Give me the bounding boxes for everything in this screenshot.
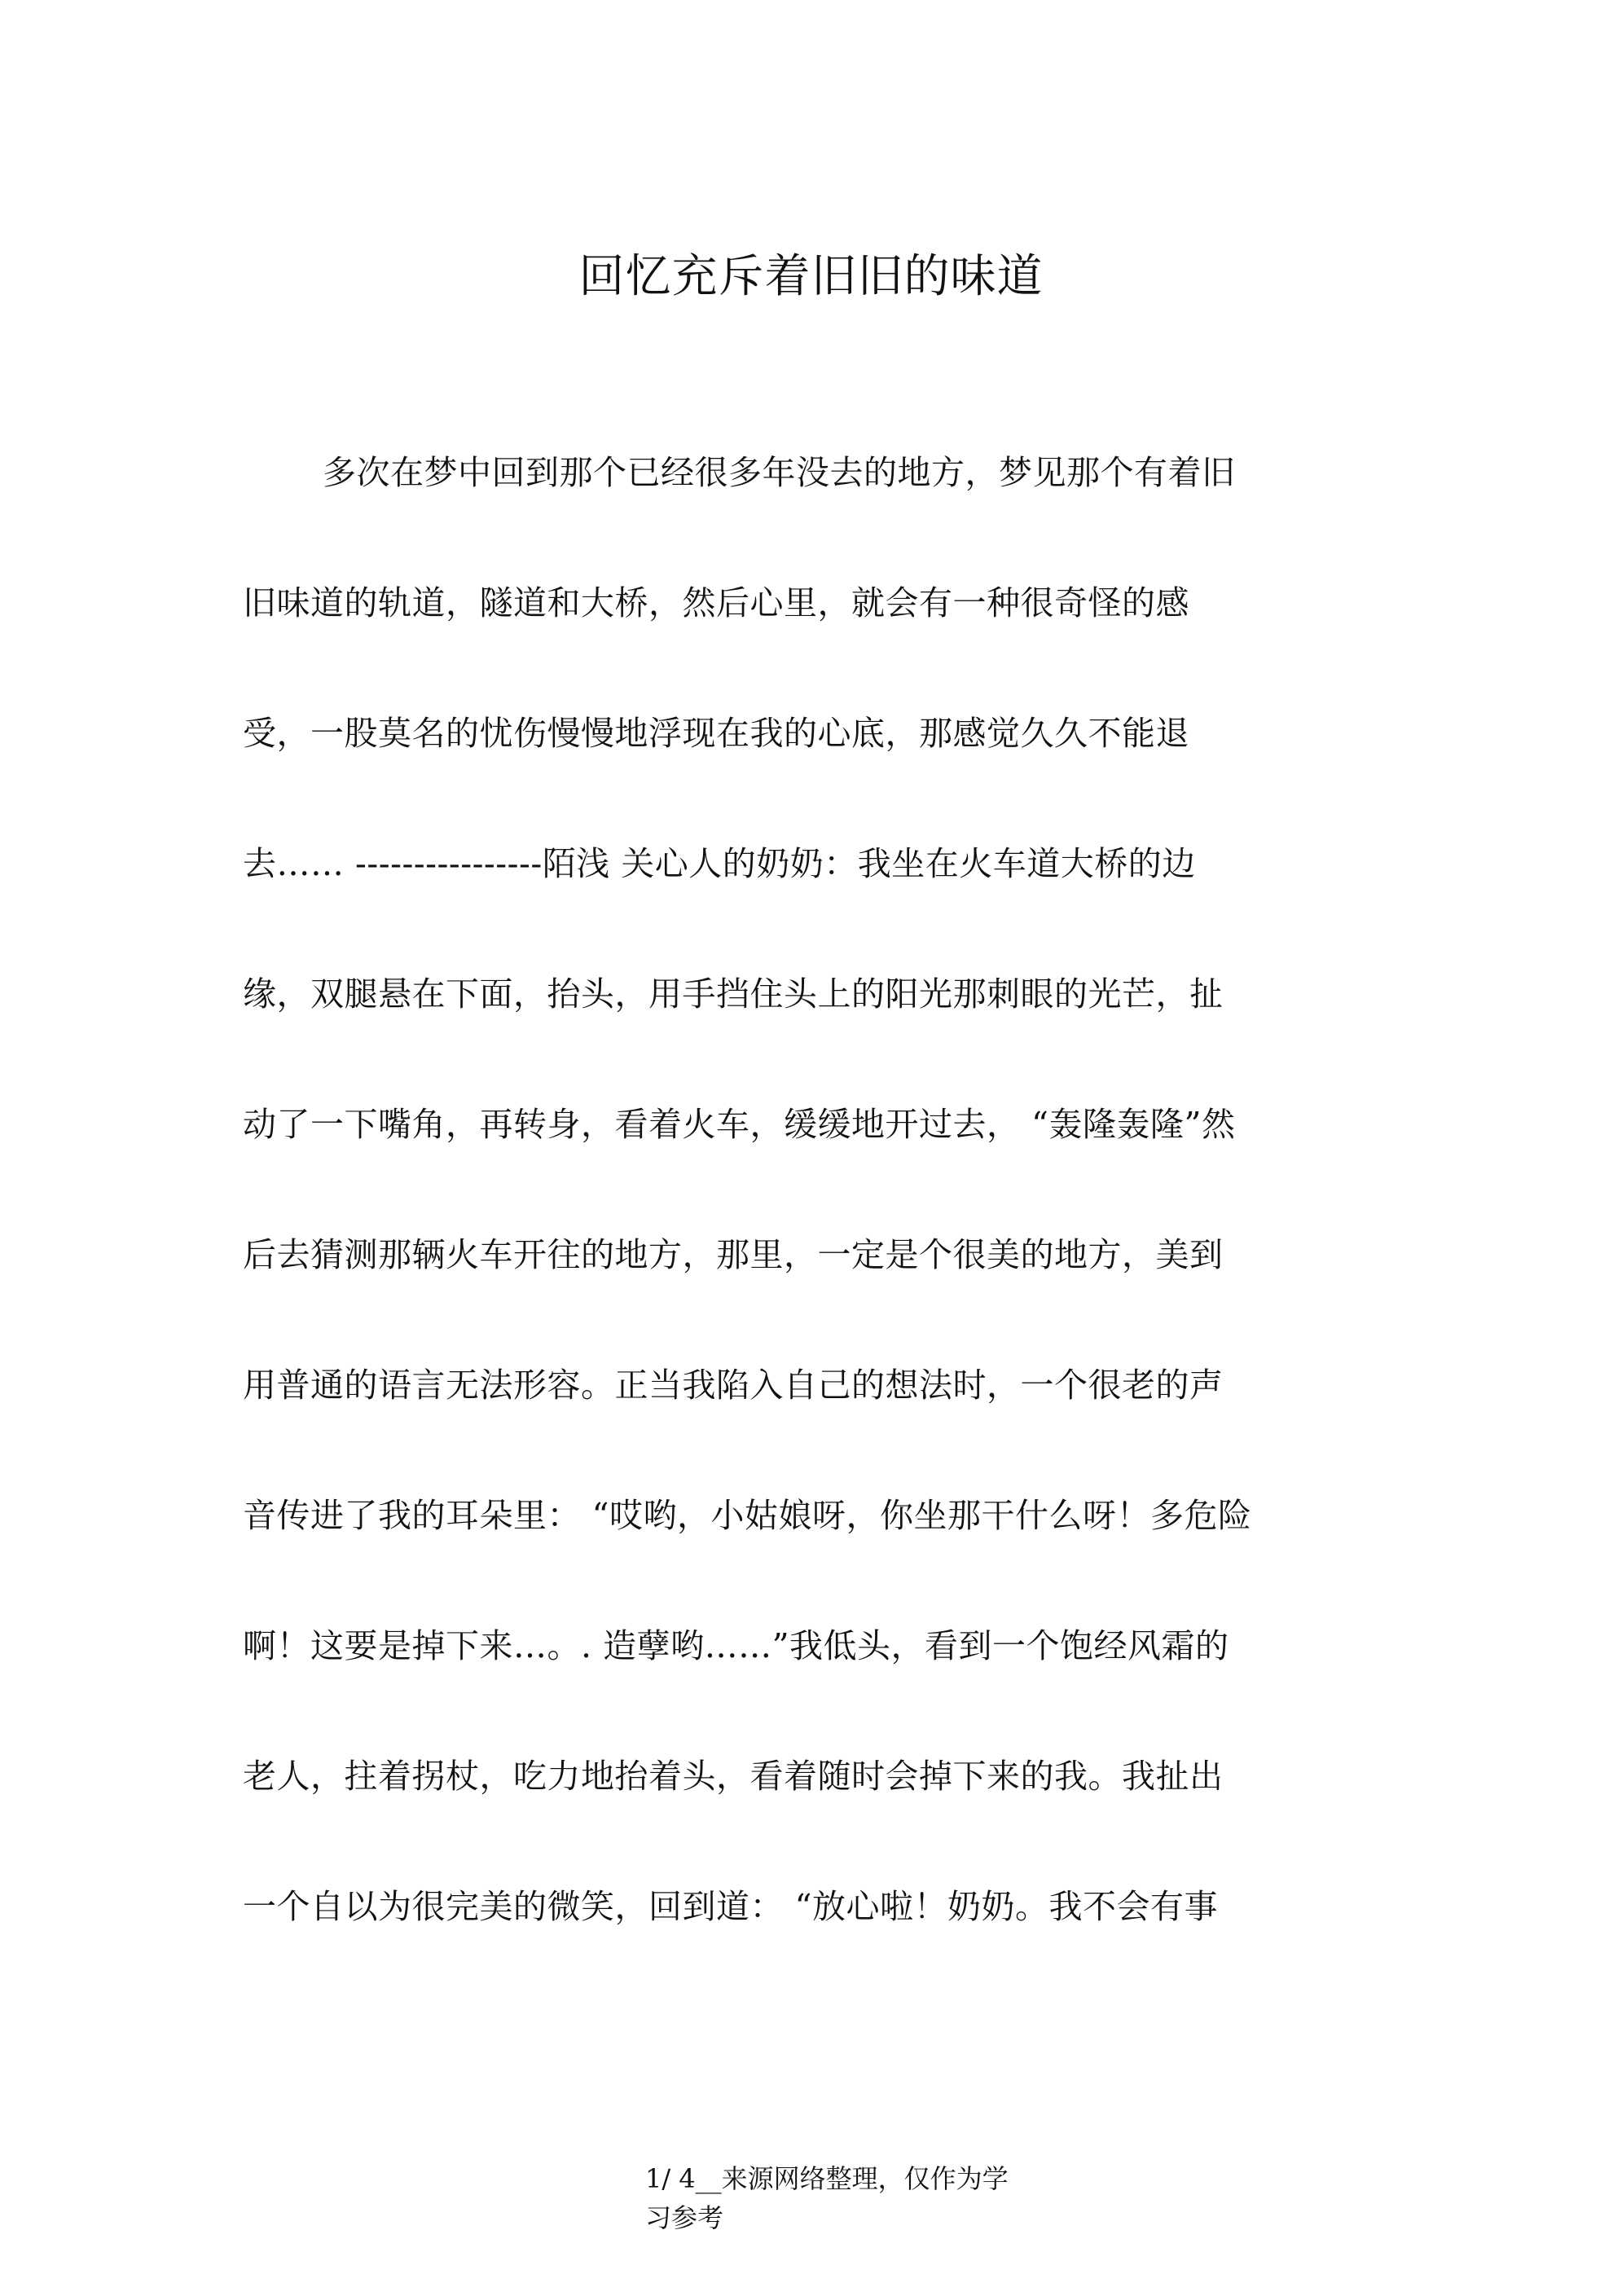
paragraph-line: 用普通的语言无法形容。正当我陷入自己的想法时，一个很老的声 [243,1366,1224,1405]
paragraph-line: 老人，拄着拐杖，吃力地抬着头，看着随时会掉下来的我。我扯出 [243,1757,1224,1796]
paragraph-line: 多次在梦中回到那个已经很多年没去的地方，梦见那个有着旧 [323,453,1236,492]
paragraph-line: 啊！这要是掉下来…。. 造孽哟……”我低头，看到一个饱经风霜的 [243,1626,1229,1665]
document-title: 回忆充斥着旧旧的味道 [578,250,1044,303]
paragraph-line: 缘，双腿悬在下面，抬头，用手挡住头上的阳光那刺眼的光芒，扯 [243,974,1224,1014]
page-footer [645,2159,1069,2237]
document-body [243,440,1269,2004]
page-number-note-continued: 习参考 [645,2202,724,2233]
paragraph-line: 后去猜测那辆火车开往的地方，那里，一定是个很美的地方，美到 [243,1235,1224,1274]
paragraph-line: 受，一股莫名的忧伤慢慢地浮现在我的心底，那感觉久久不能退 [243,714,1189,753]
paragraph-line: 一个自以为很完美的微笑，回到道： “放心啦！奶奶。我不会有事 [243,1887,1218,1926]
page-number-note: 1/ 4__来源网络整理，仅作为学 [645,2163,1009,2194]
paragraph-line: 旧味道的轨道，隧道和大桥，然后心里，就会有一种很奇怪的感 [243,583,1189,622]
paragraph-line: 去…… ----------------陌浅 关心人的奶奶：我坐在火车道大桥的边 [243,844,1196,883]
paragraph-line: 动了一下嘴角，再转身，看着火车，缓缓地开过去， “轰隆轰隆”然 [243,1105,1236,1144]
paragraph-line: 音传进了我的耳朵里： “哎哟，小姑娘呀，你坐那干什么呀！多危险 [243,1496,1252,1535]
